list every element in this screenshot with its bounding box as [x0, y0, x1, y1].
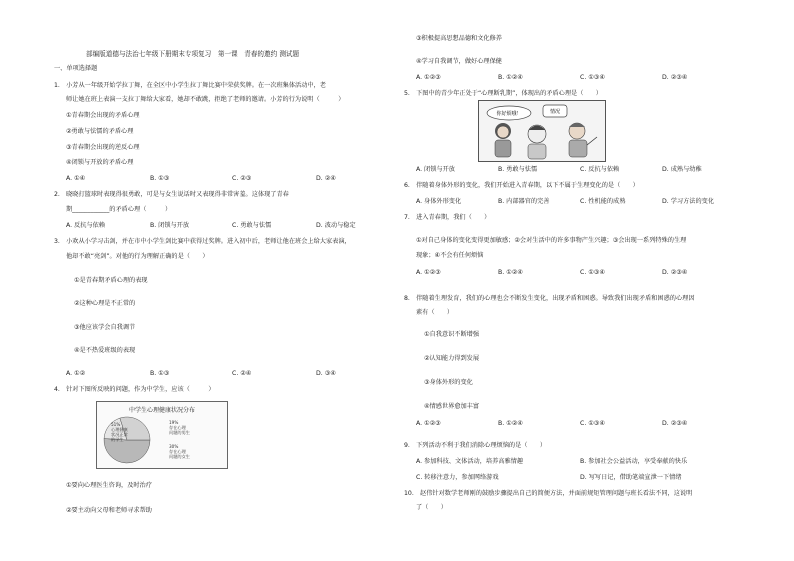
q4-option-4: ④学习自我调节，做好心理保健	[416, 58, 502, 65]
q4-choice-c: C. ①③④	[580, 74, 605, 81]
q3-stem-line2: 他却不敢“亮剑”。对他的行为理解正确的是（ ）	[66, 253, 209, 260]
q2-choice-b: B. 闭锁与开放	[150, 222, 190, 229]
q8-choice-a: A. ①②③	[416, 420, 441, 427]
q3-option-4: ④是不热爱班级的表现	[74, 347, 136, 354]
q3-choice-b: B. ①③	[150, 370, 170, 377]
q9-choice-c: C. 转移注意力，参加网络游戏	[416, 474, 499, 481]
q9-choice-d: D. 写写日记，借助笔端宣泄一下情绪	[580, 474, 682, 481]
bubble-text-1: 你好烦哦！	[496, 111, 522, 117]
q4-stem: 4. 针对下图所反映的问题，作为中学生，应该（ ）	[54, 386, 215, 393]
q8-option-4: ④情感世界愈加丰富	[424, 403, 480, 410]
q6-choice-a: A. 身体外形变化	[416, 198, 462, 205]
q4-option-3: ③积极提高思想品德和文化修养	[416, 35, 502, 42]
q5-choice-c: C. 反抗与依赖	[580, 166, 620, 173]
q7-choice-b: B. ①②④	[498, 269, 523, 276]
q9-choice-a: A. 参加科技、文体活动，培养高雅情趣	[416, 458, 524, 465]
q7-choice-d: D. ②③④	[662, 269, 688, 276]
pie-svg	[97, 414, 227, 468]
page-title: 部编版道德与法治七年级下册期末专项复习 第一课 青春的邀约 测试题	[86, 50, 300, 58]
q8-option-3: ③身体外形的变化	[424, 379, 473, 386]
q1-choice-d: D. ②④	[316, 175, 336, 182]
q6-choice-b: B. 内部器官的完善	[498, 198, 550, 205]
q8-choice-d: D. ②③④	[662, 420, 688, 427]
q8-choice-c: C. ①③④	[580, 420, 605, 427]
q1-option-1: ①青春期会出现的矛盾心理	[66, 112, 140, 119]
q1-stem-line1: 1. 小芳从一年级开始学拉丁舞，在全区中小学生拉丁舞比赛中荣获奖牌。在一次班集体活动中，老	[54, 82, 326, 89]
q10-stem-line1: 10. 赵伟针对数学老师刚的鼓励步骤提出自己的简便方法，并面前规矩管理问题与班长看法不同，这说明	[404, 490, 693, 497]
q3-choice-c: C. ②④	[232, 370, 252, 377]
pie-slice-label-2: 19%存在心理问题的男生	[169, 420, 190, 435]
cartoon-image	[478, 100, 606, 162]
q5-stem: 5. 下图中的青少年正处于“心理断乳期”，体现出的矛盾心理是（ ）	[404, 90, 602, 97]
q9-choice-b: B. 参加社会公益活动，享受奉献的快乐	[580, 458, 688, 465]
q4-option-1: ①要向心理医生咨询，及时治疗	[66, 482, 152, 489]
q5-choice-b: B. 勇敢与怯懦	[498, 166, 538, 173]
q8-option-1: ①自我意识不断增强	[424, 331, 480, 338]
q1-option-3: ③青春期会出现的逆反心理	[66, 144, 140, 151]
q1-stem-line2: 师让她在班上表演一支拉丁舞给大家看，她却不敢跳，拒绝了老师的邀请。小芳的行为说明（ ）	[66, 96, 345, 103]
q2-choice-a: A. 反抗与依赖	[66, 222, 105, 229]
q6-choice-d: D. 学习方法的变化	[662, 198, 715, 205]
q10-stem-line2: 了（ ）	[416, 504, 447, 511]
q1-choice-b: B. ①③	[150, 175, 170, 182]
q4-choice-a: A. ①②③	[416, 74, 441, 81]
health-pie-chart	[96, 401, 228, 469]
q7-choice-a: A. ①②③	[416, 269, 441, 276]
q2-choice-d: D. 波动与稳定	[316, 222, 356, 229]
q3-stem-line1: 3. 小欢从小学习击剑，并在市中小学生剑比赛中获得过奖牌。进入初中后，老师让他在班会上给大家表演，	[54, 238, 351, 245]
q3-choice-a: A. ①②	[66, 370, 86, 377]
q2-stem-line1: 2. 晓晓打篮球时表现得很勇敢，可是与女生说话时又表现得非常害羞。这体现了青春	[54, 191, 289, 198]
q1-option-2: ②勇敢与怯懦的矛盾心理	[66, 128, 134, 135]
pie-slice-label-1: 51%心理健康状况正常的学生	[111, 422, 128, 442]
q7-stem: 7. 进入青春期，我们（ ）	[404, 214, 491, 221]
q7-detail-line2: 现象；④不会有任何烦恼	[416, 252, 484, 259]
q4-option-2: ②要主动向父母和老师寻求帮助	[66, 507, 152, 514]
q4-choice-d: D. ②③④	[662, 74, 688, 81]
q2-stem-line2: 期____________的矛盾心理（ ）	[66, 206, 172, 213]
cartoon-illustration	[479, 101, 605, 161]
q3-option-1: ①是青春期矛盾心理的表现	[74, 277, 148, 284]
bubble-text-2: 情况	[549, 109, 561, 115]
q1-choice-c: C. ②③	[232, 175, 252, 182]
q6-choice-c: C. 性机能的成熟	[580, 198, 626, 205]
q8-choice-b: B. ①②④	[498, 420, 523, 427]
q4-choice-b: B. ①②④	[498, 74, 523, 81]
q3-choice-d: D. ③④	[316, 370, 336, 377]
q8-option-2: ②认知能力得到发展	[424, 355, 480, 362]
q3-option-3: ③他应该学会自我调节	[74, 324, 136, 331]
q1-choice-a: A. ①④	[66, 175, 86, 182]
q6-stem: 6. 伴随着身体外形的变化，我们开始进入青春期，以下不属于生理变化的是（ ）	[404, 182, 639, 189]
q9-stem: 9. 下列活动不利于我们消除心理烦恼的是（ ）	[404, 442, 547, 449]
q2-choice-c: C. 勇敢与怯懦	[232, 222, 272, 229]
q8-stem-line2: 素有（ ）	[416, 309, 454, 316]
q5-choice-a: A. 闭锁与开放	[416, 166, 455, 173]
q1-option-4: ④闭锁与开放的矛盾心理	[66, 159, 134, 166]
pie-slice-label-3: 30%存在心理问题的女生	[169, 444, 190, 459]
q5-choice-d: D. 成熟与幼稚	[662, 166, 702, 173]
q7-detail-line1: ①对自己身体的变化变得更加敏感；②会对生活中的许多事物产生兴趣；③会出现一系列特殊的生理	[416, 237, 687, 244]
q8-stem-line1: 8. 伴随着生理发育，我们的心理也会不断发生变化，出现矛盾和困惑。导致我们出现矛盾和困惑的心理因	[404, 295, 695, 302]
pie-slice-1	[104, 439, 150, 463]
chart-title: 中学生心理健康状况分布	[128, 407, 195, 414]
section-heading: 一、单项选择题	[54, 65, 98, 72]
q7-choice-c: C. ①③④	[580, 269, 605, 276]
q3-option-2: ②这种心理是不正常的	[74, 300, 136, 307]
